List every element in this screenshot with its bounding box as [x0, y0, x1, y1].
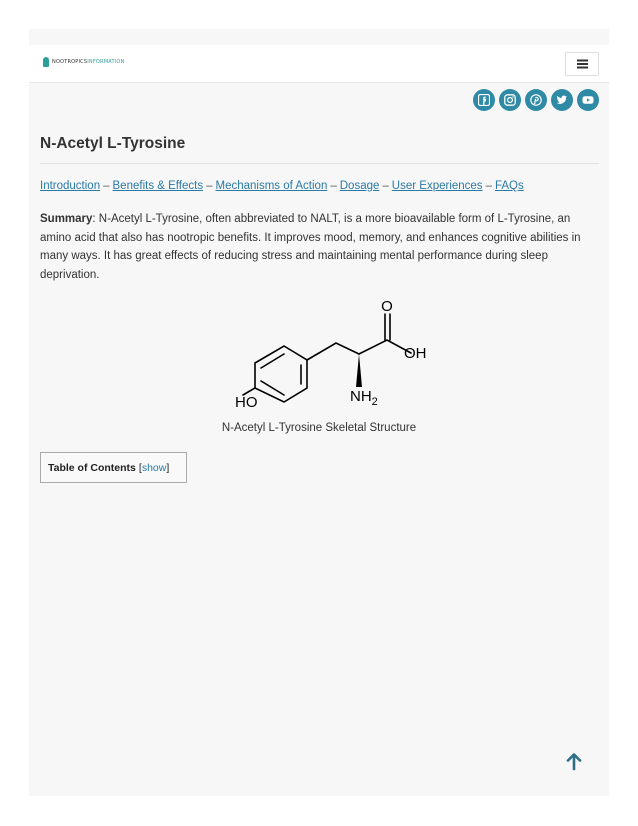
link-user-experiences[interactable]: User Experiences	[391, 180, 483, 192]
toc-title: Table of Contents	[48, 461, 136, 474]
summary-text: : N-Acetyl L-Tyrosine, often abbreviated to NALT, is a more bioavailable form of L-Tyrosine, an amino acid that also has nootropic benefits. It improves mood, memory, and enhances cognitive abilities in many ways. It has great effects of reducing stress and maintaining mental performance during sleep deprivation.	[40, 213, 581, 281]
figure-caption: N-Acetyl L-Tyrosine Skeletal Structure	[221, 422, 417, 434]
site-logo[interactable]	[43, 57, 125, 67]
oxygen-label: O	[381, 298, 393, 315]
page-container	[29, 29, 609, 796]
hydroxyl-label: OH	[404, 345, 427, 362]
ho-label: HO	[235, 394, 258, 411]
title-divider	[40, 163, 599, 164]
hamburger-icon	[577, 63, 588, 65]
arrow-up-icon[interactable]	[564, 751, 584, 771]
section-links	[40, 180, 524, 192]
link-benefits-effects[interactable]: Benefits & Effects	[112, 180, 204, 192]
link-introduction[interactable]: Introduction	[40, 180, 101, 192]
link-separator: –	[382, 180, 389, 192]
link-mechanisms-of-action[interactable]: Mechanisms of Action	[215, 180, 328, 192]
skeletal-structure-image	[199, 297, 439, 412]
summary-paragraph	[40, 210, 600, 284]
instagram-icon[interactable]	[499, 89, 521, 111]
facebook-icon[interactable]	[473, 89, 495, 111]
link-dosage[interactable]: Dosage	[339, 180, 380, 192]
link-faqs[interactable]: FAQs	[494, 180, 524, 192]
youtube-icon[interactable]	[577, 89, 599, 111]
menu-button[interactable]	[565, 52, 599, 76]
summary-label: Summary	[40, 213, 93, 225]
link-separator: –	[330, 180, 337, 192]
link-separator: –	[485, 180, 492, 192]
link-separator: –	[103, 180, 110, 192]
site-header	[29, 45, 609, 83]
social-links	[473, 89, 599, 111]
amine-label: $NH_2$	[350, 388, 378, 408]
toc-show-link[interactable]: show	[141, 461, 167, 474]
page-title: N-Acetyl L-Tyrosine	[40, 135, 186, 152]
logo-icon	[43, 57, 49, 67]
link-separator: –	[206, 180, 213, 192]
logo-text: NOOTROPICSINFORMATION	[52, 59, 125, 65]
twitter-icon[interactable]	[551, 89, 573, 111]
table-of-contents: Table of Contents [ show ]	[40, 452, 187, 483]
pinterest-icon[interactable]	[525, 89, 547, 111]
